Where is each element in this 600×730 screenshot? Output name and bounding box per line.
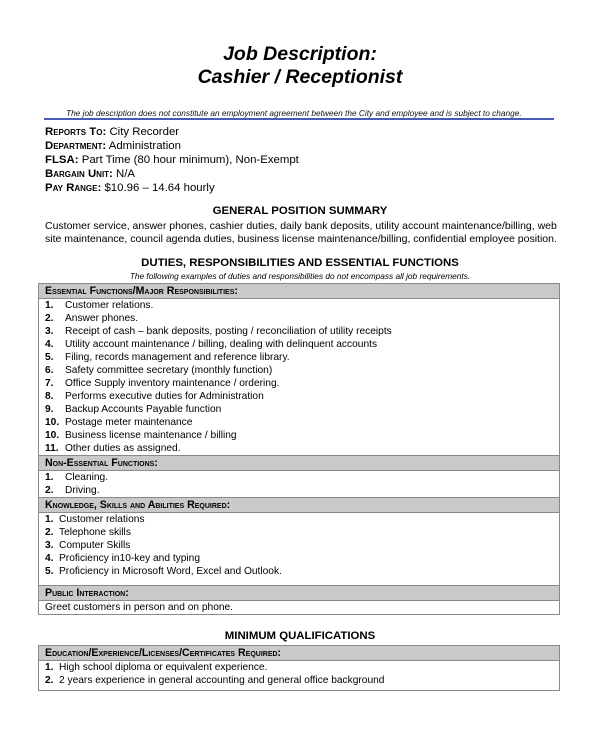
list-item: 1. High school diploma or equivalent experience. (45, 662, 268, 673)
info-row-reports-to (45, 125, 299, 139)
info-label: Pay Range: (45, 182, 102, 194)
info-row-department (45, 139, 299, 153)
essential-functions-cell (39, 299, 560, 456)
info-label: Bargain Unit: (45, 168, 113, 180)
duties-table (38, 283, 560, 615)
info-value: N/A (116, 168, 136, 180)
minimum-qualifications-heading: MINIMUM QUALIFICATIONS (224, 630, 376, 642)
public-interaction-header: Public Interaction: (39, 586, 560, 601)
info-row-flsa (45, 153, 299, 167)
document-subtitle: Cashier / Receptionist (197, 66, 403, 88)
info-value: $10.96 – 14.64 hourly (104, 182, 215, 194)
list-item: 7. Office Supply inventory maintenance / ordering. (45, 378, 280, 389)
list-item: 11. Other duties as assigned. (45, 443, 181, 454)
list-item: 2. Telephone skills (45, 527, 131, 538)
duties-heading: DUTIES, RESPONSIBILITIES AND ESSENTIAL FUNCTIONS (141, 257, 459, 269)
info-value: City Recorder (109, 126, 180, 138)
info-row-bargain-unit (45, 167, 299, 181)
education-cell (39, 661, 560, 691)
info-label: Department: (45, 140, 107, 152)
info-row-pay-range (45, 181, 299, 195)
info-label: FLSA: (45, 154, 79, 166)
public-interaction-text: Greet customers in person and on phone. (39, 601, 560, 615)
list-item: 10. Business license maintenance / billing (45, 430, 237, 441)
list-item: 1. Cleaning. (45, 472, 109, 483)
info-value: Administration (108, 140, 181, 152)
ksa-list (45, 513, 559, 585)
list-item: 9. Backup Accounts Payable function (45, 404, 222, 415)
education-header: Education/Experience/Licenses/Certificates Required: (39, 646, 560, 661)
essential-functions-header: Essential Functions/Major Responsibilities: (39, 284, 560, 299)
ksa-header: Knowledge, Skills and Abilities Required: (39, 498, 560, 513)
list-item: 10. Postage meter maintenance (45, 417, 193, 428)
non-essential-functions-cell (39, 471, 560, 498)
list-item: 3. Receipt of cash – bank deposits, posting / reconciliation of utility receipts (45, 326, 392, 337)
qualifications-table (38, 645, 560, 691)
education-list (45, 661, 559, 690)
list-item: 6. Safety committee secretary (monthly function) (45, 365, 273, 376)
ksa-cell (39, 513, 560, 586)
list-item: 3. Computer Skills (45, 540, 131, 551)
list-item: 1. Customer relations (45, 514, 145, 525)
list-item: 4. Utility account maintenance / billing, dealing with delinquent accounts (45, 339, 378, 350)
position-info (45, 125, 299, 195)
list-item: 5. Proficiency in Microsoft Word, Excel and Outlook. (45, 566, 282, 577)
document-title: Job Description: (223, 43, 377, 65)
title-divider (44, 118, 554, 120)
list-item: 2. Driving. (45, 485, 100, 496)
list-item: 4. Proficiency in10-key and typing (45, 553, 201, 564)
list-item: 8. Performs executive duties for Administration (45, 391, 264, 402)
list-item: 5. Filing, records management and reference library. (45, 352, 290, 363)
disclaimer-note: The job description does not constitute an employment agreement between the City and employee and is subject to change. (66, 108, 522, 118)
list-item: 1. Customer relations. (45, 300, 154, 311)
list-item: 2. 2 years experience in general accounting and general office background (45, 675, 385, 686)
non-essential-functions-header: Non-Essential Functions: (39, 456, 560, 471)
list-spacer (45, 687, 559, 690)
list-spacer (45, 578, 559, 585)
summary-heading: GENERAL POSITION SUMMARY (212, 205, 388, 217)
summary-text: Customer service, answer phones, cashier duties, daily bank deposits, utility account maintenance/billing, web site maintenance, council agenda duties, business license maintenance/billing, confidential employee position. (45, 220, 557, 245)
info-value: Part Time (80 hour minimum), Non-Exempt (81, 154, 299, 166)
info-label: Reports To: (45, 126, 107, 138)
list-item: 2. Answer phones. (45, 313, 139, 324)
non-essential-functions-list (45, 471, 559, 497)
essential-functions-list (45, 299, 559, 455)
duties-note: The following examples of duties and responsibilities do not encompass all job requirements. (129, 271, 471, 281)
